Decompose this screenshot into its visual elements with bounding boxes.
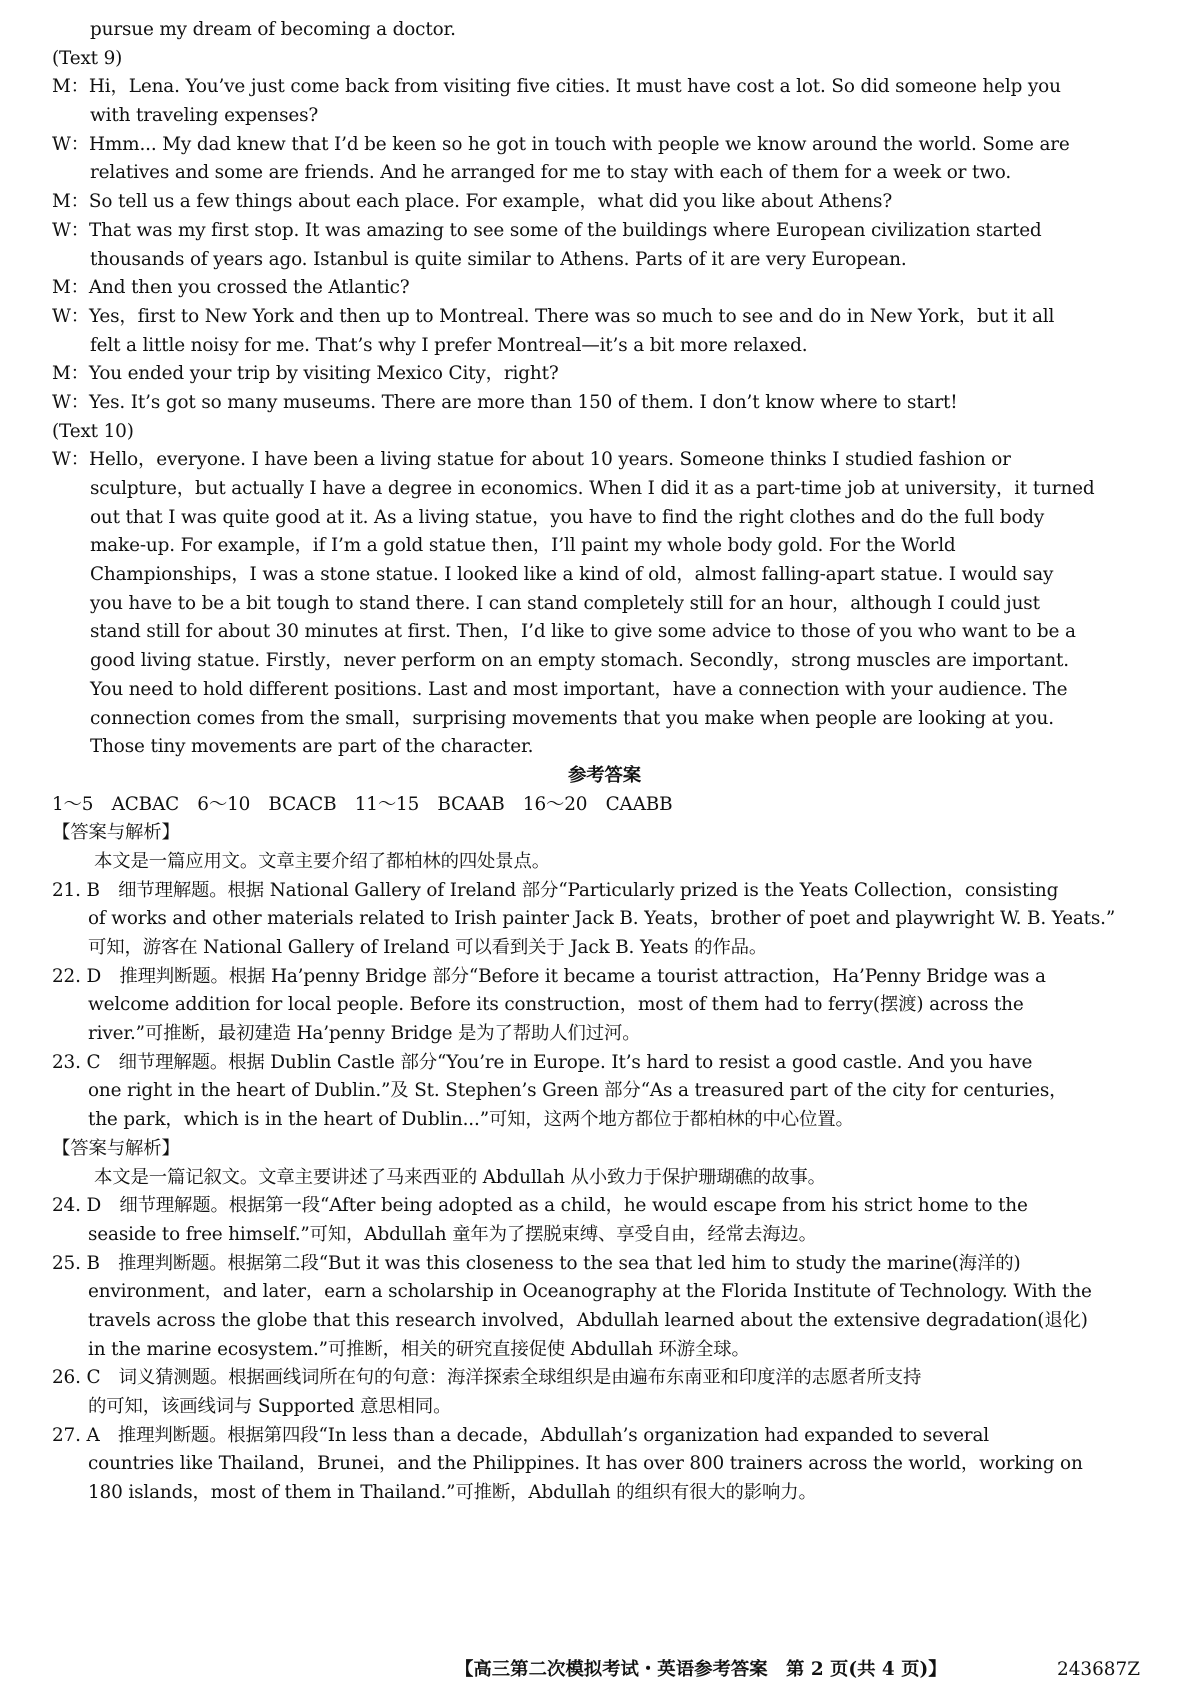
text-line: 参考答案 [568,764,641,786]
text-line: relatives and some are friends. And he arranged for me to stay with each of them for a week or two. [90,162,1012,184]
text-line: (Text 9) [52,47,123,69]
text-line: make-up. For example，if I’m a gold statue then，I’ll paint my whole body gold. For the World [90,535,956,557]
text-line: thousands of years ago. Istanbul is quite similar to Athens. Parts of it are very European. [90,248,907,270]
text-line: 【答案与解析】 [52,1137,180,1159]
text-line: M：You ended your trip by visiting Mexico City，right? [52,363,559,385]
text-line: You need to hold different positions. Last and most important，have a connection with your audience. The [90,678,1068,700]
text-line: 23. C 细节理解题。根据 Dublin Castle 部分“You’re in Europe. It’s hard to resist a good castle. And you have [52,1051,1033,1073]
text-line: 25. B 推理判断题。根据第二段“But it was this closeness to the sea that led him to study the marine(海洋的) [52,1252,1021,1274]
text-line: Those tiny movements are part of the character. [90,736,534,758]
text-line: you have to be a bit tough to stand there. I can stand completely still for an hour，although I could just [90,592,1040,614]
text-line: of works and other materials related to Irish painter Jack B. Yeats，brother of poet and playwright W. B. Yeats.” [88,908,1116,930]
text-line: 可知，游客在 National Gallery of Ireland 可以看到关于 Jack B. Yeats 的作品。 [88,937,768,958]
text-line: 27. A 推理判断题。根据第四段“In less than a decade，Abdullah’s organization had expanded to several [52,1424,989,1446]
text-line: M：And then you crossed the Atlantic? [52,277,410,299]
document-body [52,16,1157,1508]
footer-code: 243687Z [1057,1659,1140,1680]
text-line: 24. D 细节理解题。根据第一段“After being adopted as a child，he would escape from his strict home to the [52,1195,1028,1217]
text-line: 本文是一篇应用文。文章主要介绍了都柏林的四处景点。 [94,850,551,872]
text-line: W：Hello，everyone. I have been a living statue for about 10 years. Someone thinks I studied fashion or [52,449,1011,471]
text-line: stand still for about 30 minutes at first. Then，I’d like to give some advice to those of you who want to be a [90,621,1076,643]
text-line: M：Hi，Lena. You’ve just come back from visiting five cities. It must have cost a lot. So did someone help you [52,76,1061,98]
text-line: 21. B 细节理解题。根据 National Gallery of Ireland 部分“Particularly prized is the Yeats Collection，consisting [52,879,1059,901]
text-line: M：So tell us a few things about each place. For example，what did you like about Athens? [52,191,893,213]
text-line: 26. C 词义猜测题。根据画线词所在句的句意：海洋探索全球组织是由遍布东南亚和印度洋的志愿者所支持 [52,1367,922,1389]
text-line: connection comes from the small，surprising movements that you make when people are looking at you. [90,707,1054,729]
text-line: 180 islands，most of them in Thailand.”可推断，Abdullah 的组织有很大的影响力。 [88,1482,817,1504]
text-line: sculpture，but actually I have a degree in economics. When I did it as a part-time job at university，it turned [90,478,1095,499]
text-line: W：Hmm... My dad knew that I’d be keen so he got in touch with people we know around the world. Some are [52,133,1070,155]
text-line: good living statue. Firstly，never perform on an empty stomach. Secondly，strong muscles are important. [90,650,1069,672]
text-line: out that I was quite good at it. As a living statue，you have to find the right clothes and do the full body [90,506,1045,528]
text-line: pursue my dream of becoming a doctor. [90,19,456,40]
text-line: in the marine ecosystem.”可推断，相关的研究直接促使 Abdullah 环游全球。 [88,1338,750,1360]
text-line: W：That was my first stop. It was amazing to see some of the buildings where European civilization started [52,219,1042,241]
text-line: environment，and later，earn a scholarship in Oceanography at the Florida Institute of Technology. With the [88,1281,1092,1303]
text-line: river.”可推断，最初建造 Ha’penny Bridge 是为了帮助人们过河。 [88,1023,641,1045]
text-line: (Text 10) [52,420,134,442]
text-line: 【答案与解析】 [52,822,180,844]
text-line: W：Yes，first to New York and then up to Montreal. There was so much to see and do in New York，but it all [52,305,1055,327]
text-line: felt a little noisy for me. That’s why I prefer Montreal—it’s a bit more relaxed. [90,334,808,356]
text-line: countries like Thailand，Brunei，and the Philippines. It has over 800 trainers across the world，working on [88,1453,1083,1475]
text-line: 的可知，该画线词与 Supported 意思相同。 [88,1396,452,1417]
text-line: 22. D 推理判断题。根据 Ha’penny Bridge 部分“Before it became a tourist attraction，Ha’Penny Bridge was a [52,965,1046,987]
text-line: travels across the globe that this research involved，Abdullah learned about the extensive degradation(退化) [88,1309,1088,1331]
text-line: W：Yes. It’s got so many museums. There are more than 150 of them. I don’t know where to start! [52,391,958,413]
text-line: welcome addition for local people. Before its construction，most of them had to ferry(摆渡) across the [88,994,1024,1016]
text-line: 本文是一篇记叙文。文章主要讲述了马来西亚的 Abdullah 从小致力于保护珊瑚礁的故事。 [94,1166,826,1188]
text-line: seaside to free himself.”可知，Abdullah 童年为了摆脱束缚、享受自由，经常去海边。 [88,1223,817,1245]
text-line: 1～5 ACBAC 6～10 BCACB 11～15 BCAAB 16～20 CAABB [52,793,673,815]
footer-title: 【高三第二次模拟考试・英语参考答案 第 2 页(共 4 页)】 [455,1659,947,1680]
text-line: Championships，I was a stone statue. I looked like a kind of old，almost falling-apart statue. I would say [90,564,1054,586]
text-line: the park，which is in the heart of Dublin...”可知，这两个地方都位于都柏林的中心位置。 [88,1109,854,1131]
text-line: one right in the heart of Dublin.”及 St. Stephen’s Green 部分“As a treasured part of the city for centuries， [88,1080,1068,1102]
text-line: with traveling expenses? [90,105,319,127]
